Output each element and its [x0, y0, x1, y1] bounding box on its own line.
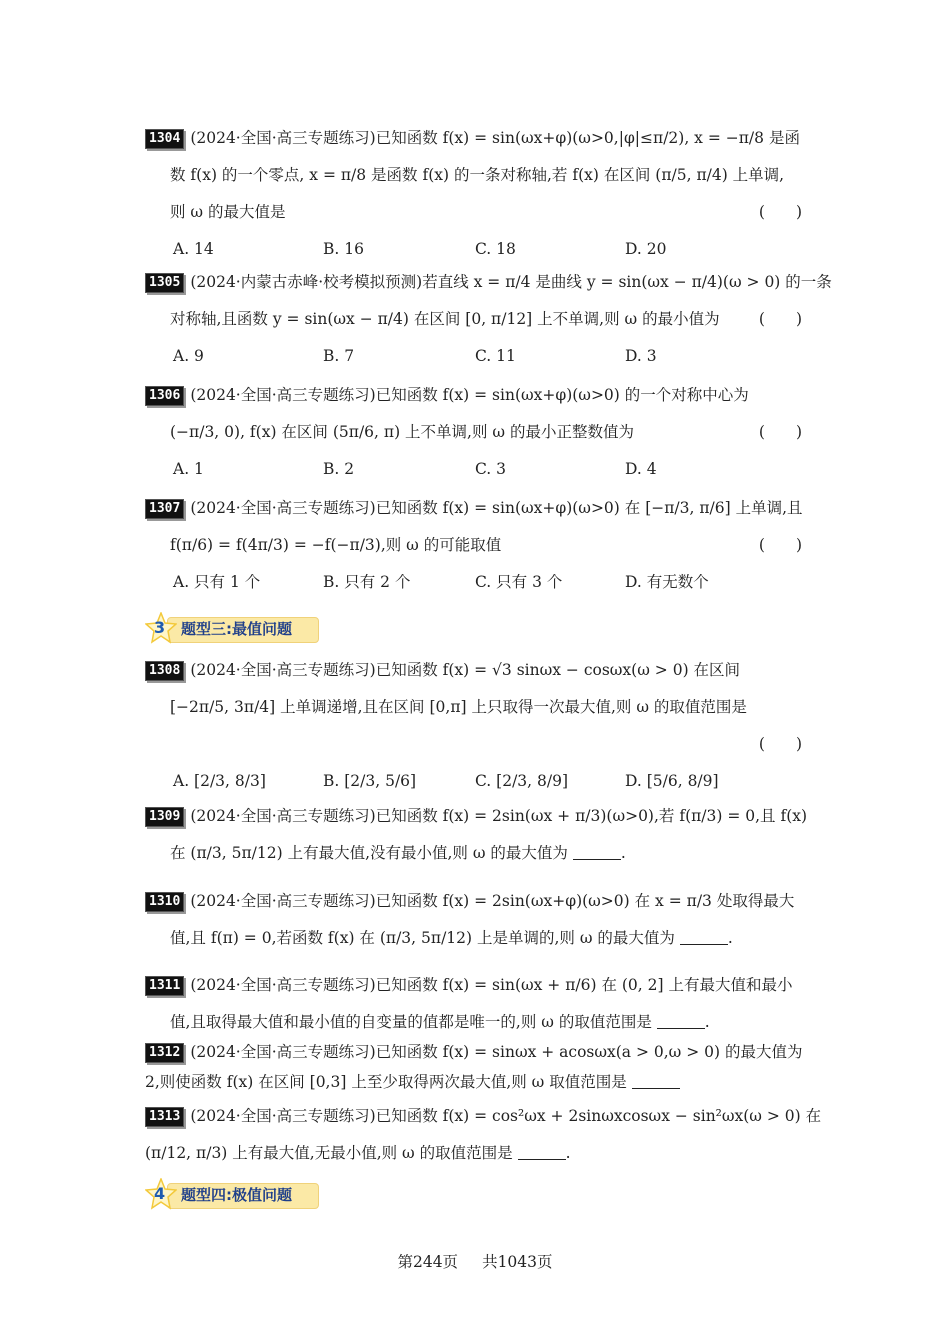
section-number: 3 [154, 618, 166, 637]
problem-tail: . [620, 844, 626, 862]
problem-text: (2024·全国·高三专题练习)已知函数 f(x) = cos²ωx + 2sinωxcosωx − sin²ωx(ω > 0) 在 [190, 1107, 822, 1125]
problem-text: (2024·内蒙古赤峰·校考模拟预测)若直线 x = π/4 是曲线 y = sin(ωx − π/4)(ω > 0) 的一条 [190, 273, 832, 291]
problem-text: f(π/6) = f(4π/3) = −f(−π/3),则 ω 的可能取值 [170, 536, 502, 554]
option-b: B. [2/3, 5/6] [323, 772, 417, 790]
problem-text: 则 ω 的最大值是 [170, 203, 286, 221]
problem-tail: . [727, 929, 733, 947]
option-b: B. 2 [323, 460, 355, 478]
answer-blank [657, 1012, 705, 1029]
problem-1309 [145, 798, 810, 872]
problem-text: (π/12, π/3) 上有最大值,无最小值,则 ω 的取值范围是 [145, 1144, 513, 1162]
option-b: B. 16 [323, 240, 364, 258]
problem-number: 1309 [145, 807, 184, 827]
answer-paren: ( ) [758, 536, 802, 554]
problem-1307 [145, 490, 810, 600]
page-footer [0, 1250, 950, 1272]
section-title: 题型三:最值问题 [181, 620, 292, 638]
problem-number: 1307 [145, 499, 184, 519]
problem-text: (2024·全国·高三专题练习)已知函数 f(x) = 2sin(ωx+φ)(ω>0) 在 x = π/3 处取得最大 [190, 892, 795, 910]
problem-1310 [145, 883, 810, 957]
problem-text: 数 f(x) 的一个零点, x = π/8 是函数 f(x) 的一条对称轴,若 f(x) 在区间 (π/5, π/4) 上单调, [170, 166, 785, 184]
section-title: 题型四:极值问题 [181, 1186, 292, 1204]
options [145, 564, 810, 600]
options [145, 451, 810, 487]
problem-text: (2024·全国·高三专题练习)已知函数 f(x) = sinωx + acosωx(a > 0,ω > 0) 的最大值为 [190, 1043, 803, 1061]
option-a: A. [2/3, 8/3] [173, 772, 266, 790]
problem-tail: . [704, 1013, 710, 1031]
problem-text: 2,则使函数 f(x) 在区间 [0,3] 上至少取得两次最大值,则 ω 取值范围是 [145, 1073, 627, 1091]
section-header-4 [145, 1178, 320, 1210]
answer-paren: ( ) [758, 203, 802, 221]
option-b: B. 7 [323, 347, 355, 365]
answer-blank [680, 928, 728, 945]
problem-text: [−2π/5, 3π/4] 上单调递增,且在区间 [0,π] 上只取得一次最大值,则 ω 的取值范围是 [170, 698, 747, 716]
problem-1312 [145, 1037, 810, 1097]
problem-1311 [145, 967, 810, 1041]
section-number: 4 [154, 1184, 166, 1203]
option-c: C. 只有 3 个 [475, 573, 563, 591]
option-a: A. 9 [173, 347, 204, 365]
problem-text: (2024·全国·高三专题练习)已知函数 f(x) = sin(ωx+φ)(ω>0,|φ|≤π/2), x = −π/8 是函 [190, 129, 800, 147]
problem-number: 1304 [145, 129, 184, 149]
problem-text: (2024·全国·高三专题练习)已知函数 f(x) = √3 sinωx − cosωx(ω > 0) 在区间 [190, 661, 741, 679]
option-d: D. 3 [625, 347, 657, 365]
page-total: 共1043页 [482, 1253, 553, 1271]
answer-blank [632, 1072, 680, 1089]
section-header-3 [145, 612, 320, 644]
problem-1304 [145, 120, 810, 267]
problem-text: 在 (π/3, 5π/12) 上有最大值,没有最小值,则 ω 的最大值为 [170, 844, 568, 862]
problem-text: 值,且取得最大值和最小值的自变量的值都是唯一的,则 ω 的取值范围是 [170, 1013, 652, 1031]
answer-paren: ( ) [758, 423, 802, 441]
problem-text: (2024·全国·高三专题练习)已知函数 f(x) = sin(ωx+φ)(ω>0) 的一个对称中心为 [190, 386, 749, 404]
option-c: C. 3 [475, 460, 507, 478]
problem-1305 [145, 264, 832, 374]
page-number: 第244页 [397, 1253, 459, 1271]
option-a: A. 14 [173, 240, 214, 258]
problem-text: 值,且 f(π) = 0,若函数 f(x) 在 (π/3, 5π/12) 上是单调的,则 ω 的最大值为 [170, 929, 675, 947]
problem-number: 1313 [145, 1107, 184, 1127]
option-d: D. 20 [625, 240, 667, 258]
option-a: A. 1 [173, 460, 204, 478]
answer-paren: ( ) [758, 310, 802, 328]
answer-blank [573, 843, 621, 860]
answer-blank [518, 1143, 566, 1160]
option-c: C. 18 [475, 240, 516, 258]
problem-text: (−π/3, 0), f(x) 在区间 (5π/6, π) 上不单调,则 ω 的最小正整数值为 [170, 423, 634, 441]
problem-number: 1311 [145, 976, 184, 996]
option-d: D. [5/6, 8/9] [625, 772, 719, 790]
problem-number: 1305 [145, 273, 184, 293]
option-a: A. 只有 1 个 [173, 573, 261, 591]
problem-number: 1306 [145, 386, 184, 406]
problem-text: 对称轴,且函数 y = sin(ωx − π/4) 在区间 [0, π/12] 上不单调,则 ω 的最小值为 [170, 310, 720, 328]
option-c: C. [2/3, 8/9] [475, 772, 568, 790]
option-d: D. 4 [625, 460, 657, 478]
problem-1306 [145, 377, 810, 487]
options [145, 763, 810, 799]
answer-paren: ( ) [758, 735, 802, 753]
problem-1308 [145, 652, 810, 799]
problem-number: 1308 [145, 661, 184, 681]
problem-text: (2024·全国·高三专题练习)已知函数 f(x) = sin(ωx+φ)(ω>0) 在 [−π/3, π/6] 上单调,且 [190, 499, 803, 517]
option-c: C. 11 [475, 347, 516, 365]
options [145, 231, 810, 267]
problem-number: 1310 [145, 892, 184, 912]
problem-number: 1312 [145, 1043, 184, 1063]
option-d: D. 有无数个 [625, 573, 709, 591]
problem-text: (2024·全国·高三专题练习)已知函数 f(x) = 2sin(ωx + π/3)(ω>0),若 f(π/3) = 0,且 f(x) [190, 807, 808, 825]
problem-1313 [145, 1098, 822, 1172]
problem-tail: . [565, 1144, 571, 1162]
problem-text: (2024·全国·高三专题练习)已知函数 f(x) = sin(ωx + π/6) 在 (0, 2] 上有最大值和最小 [190, 976, 793, 994]
option-b: B. 只有 2 个 [323, 573, 411, 591]
options [145, 338, 810, 374]
